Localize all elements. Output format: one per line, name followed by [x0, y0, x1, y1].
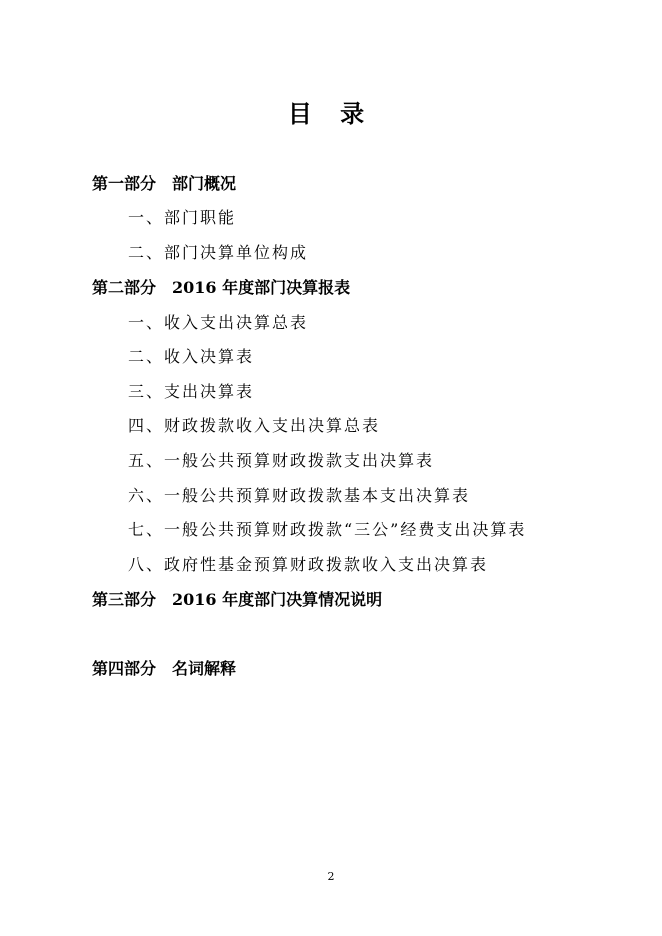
toc-item-2-5: 五、一般公共预算财政拨款支出决算表 — [128, 451, 435, 470]
toc-part-1: 第一部分 部门概况 — [92, 174, 237, 193]
toc-item-1-1: 一、部门职能 — [128, 208, 237, 227]
page-title: 目 录 — [287, 99, 375, 128]
toc-part-3: 第三部分 2016 年度部门决算情况说明 — [92, 590, 383, 609]
toc-item-1-2: 二、部门决算单位构成 — [128, 243, 309, 262]
toc-item-2-1: 一、收入支出决算总表 — [128, 313, 309, 332]
toc-part-2: 第二部分 2016 年度部门决算报表 — [92, 278, 351, 297]
page-number: 2 — [327, 870, 335, 883]
toc-item-2-6: 六、一般公共预算财政拨款基本支出决算表 — [128, 486, 471, 505]
toc-part-4: 第四部分 名词解释 — [92, 659, 237, 678]
toc-item-2-2: 二、收入决算表 — [128, 347, 255, 366]
toc-item-2-8: 八、政府性基金预算财政拨款收入支出决算表 — [128, 555, 489, 574]
toc-item-2-7: 七、一般公共预算财政拨款“三公”经费支出决算表 — [128, 520, 527, 539]
toc-item-2-3: 三、支出决算表 — [128, 382, 255, 401]
toc-item-2-4: 四、财政拨款收入支出决算总表 — [128, 416, 381, 435]
